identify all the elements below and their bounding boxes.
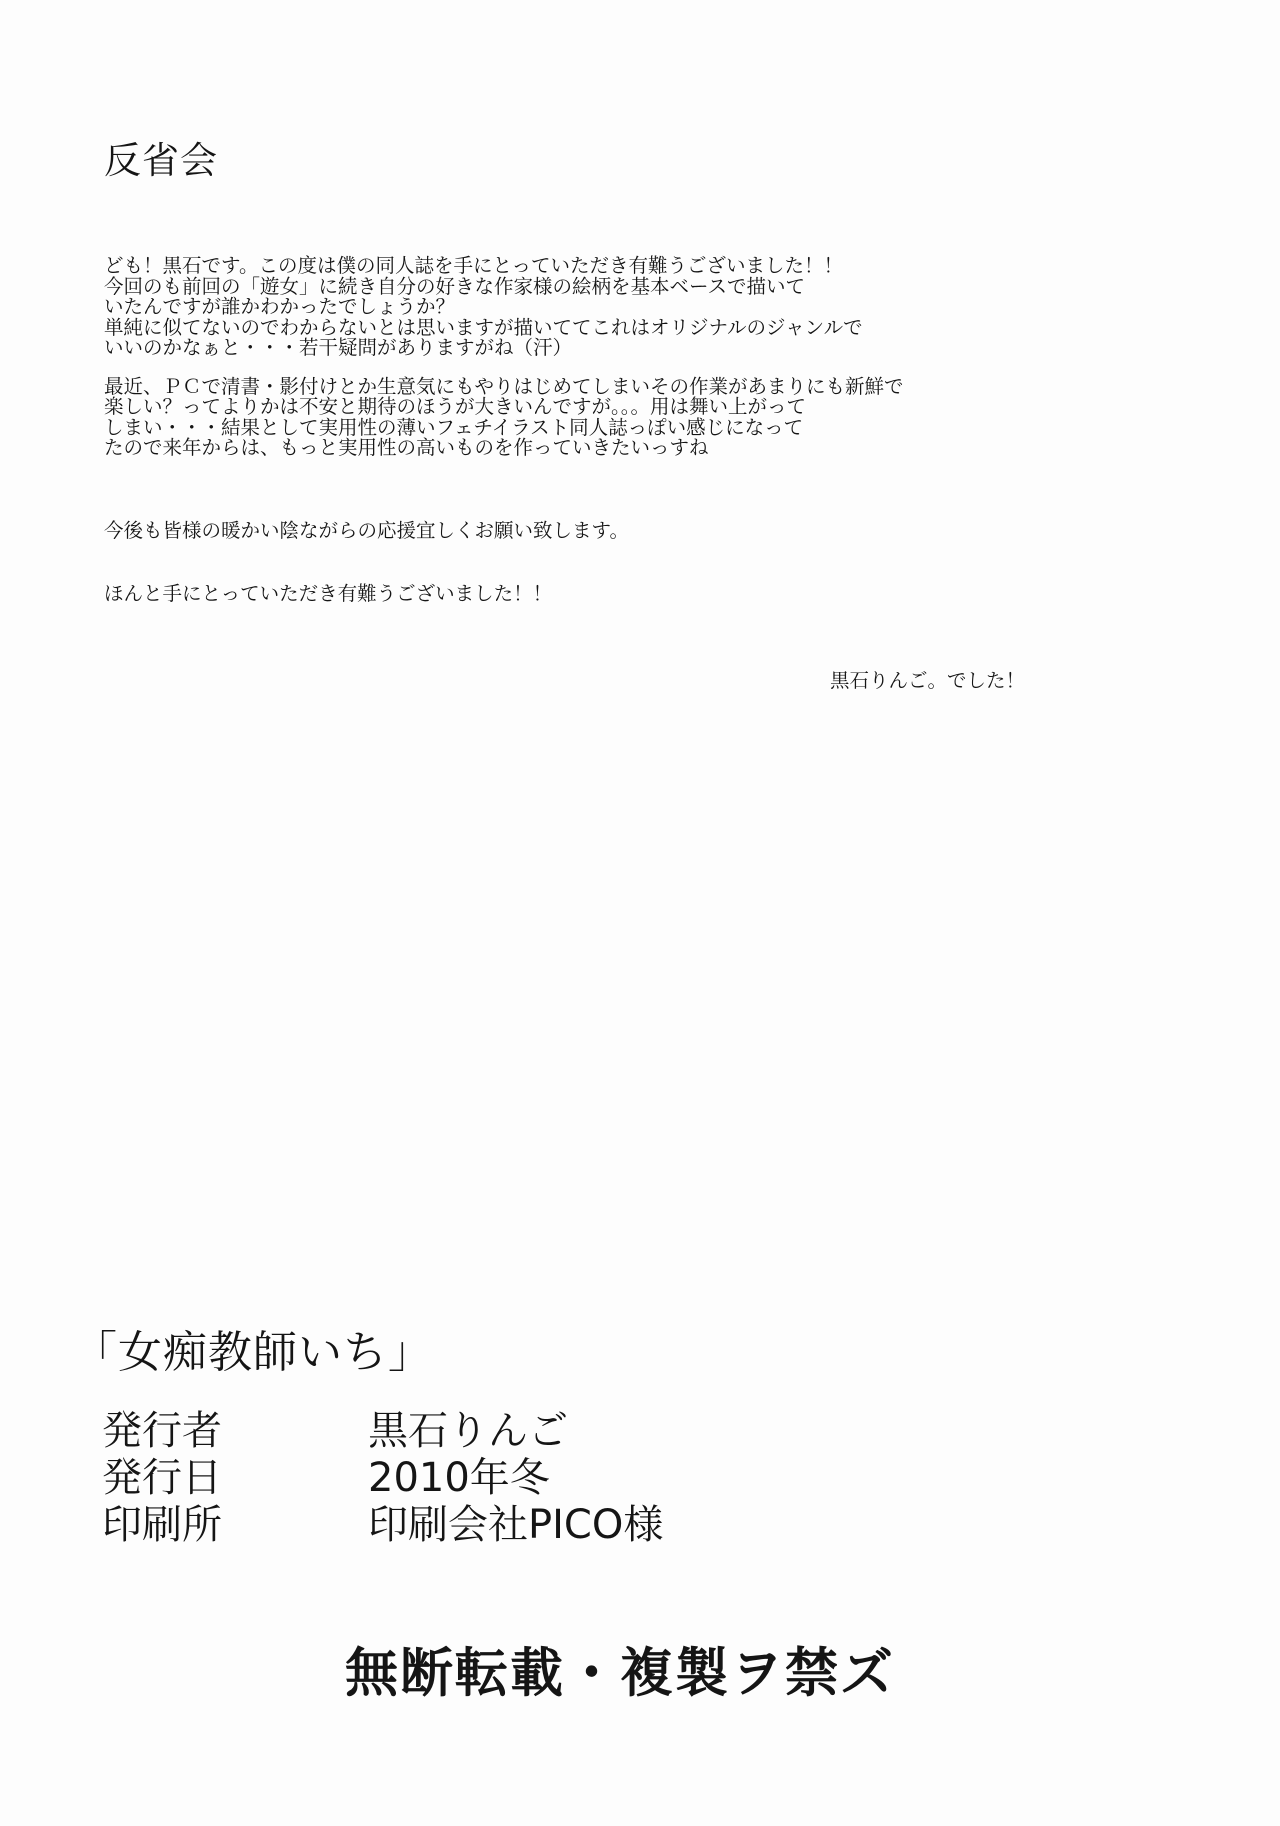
text-line: いたんですが誰かわかったでしょうか？ [104, 295, 456, 318]
signature: 黒石りんご。でした！ [830, 669, 1026, 692]
copyright-notice: 無断転載・複製ヲ禁ズ [345, 1643, 895, 1704]
colophon-value: 印刷会社PICO様 [368, 1502, 664, 1548]
afterword-body [104, 256, 1184, 605]
colophon [102, 1408, 663, 1549]
paragraph [104, 518, 1184, 542]
colophon-row-printer [102, 1502, 663, 1549]
text-line: 単純に似てないのでわからないとは思いますが描いててこれはオリジナルのジャンルで [104, 315, 863, 339]
book-title: 「女痴教師いち」 [73, 1327, 433, 1378]
colophon-label: 発行日 [102, 1455, 222, 1501]
colophon-label: 印刷所 [102, 1502, 222, 1548]
text-line: 最近、ＰＣで清書・影付けとか生意気にもやりはじめてしまいその作業があまりにも新鮮で [104, 374, 904, 398]
text-line: ほんと手にとっていただき有難うございました！！ [104, 582, 553, 605]
text-line: しまい・・・結果として実用性の薄いフェチイラスト同人誌っぽい感じになって [104, 415, 804, 439]
paragraph [104, 374, 1184, 459]
page-heading: 反省会 [104, 139, 218, 182]
colophon-row-publisher [102, 1408, 663, 1455]
text-line: ども！黒石です。この度は僕の同人誌を手にとっていただき有難うございました！！ [104, 254, 844, 277]
text-line: 楽しい？ってよりかは不安と期待のほうが大きいんですが。。。用は舞い上がって [104, 395, 807, 418]
paragraph [104, 256, 1184, 359]
text-line: いいのかなぁと・・・若干疑問がありますがね（汗） [104, 336, 573, 359]
colophon-value: 黒石りんご [368, 1408, 568, 1454]
paragraph [104, 584, 1184, 605]
colophon-label: 発行者 [102, 1408, 222, 1454]
colophon-value: 2010年冬 [368, 1455, 550, 1501]
text-line: 今後も皆様の暖かい陰ながらの応援宜しくお願い致します。 [104, 518, 629, 542]
colophon-row-date [102, 1455, 663, 1502]
text-line: たので来年からは、もっと実用性の高いものを作っていきたいっすね [104, 436, 709, 459]
text-line: 今回のも前回の「遊女」に続き自分の好きな作家様の絵柄を基本ベースで描いて [104, 274, 806, 298]
